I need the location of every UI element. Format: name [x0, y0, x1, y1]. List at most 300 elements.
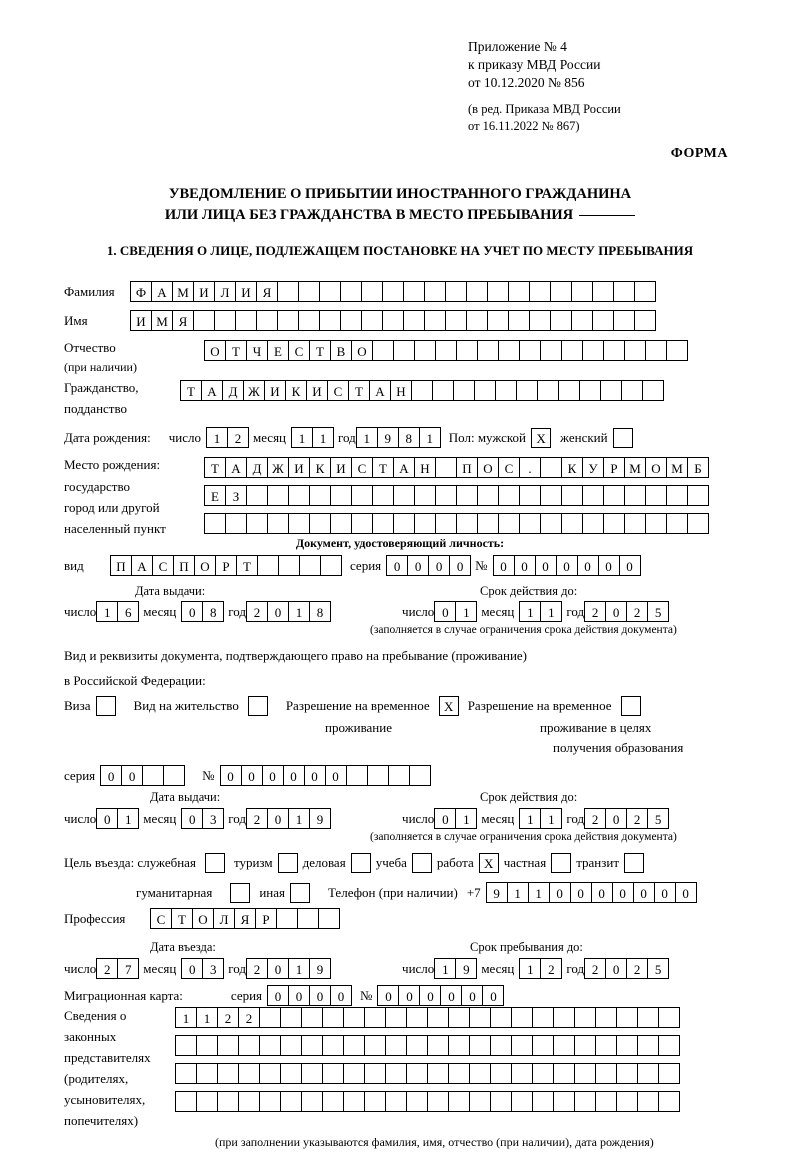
- doc-issue-day-cell[interactable]: 1: [96, 601, 118, 622]
- stay-number-cell[interactable]: 0: [283, 765, 305, 786]
- patronymic-cell[interactable]: [456, 340, 478, 361]
- stay-series-cell[interactable]: [163, 765, 185, 786]
- legal-rep-cell[interactable]: [511, 1035, 533, 1056]
- patronymic-boxes-row[interactable]: [204, 340, 687, 361]
- legal-rep-boxes-2[interactable]: [175, 1035, 679, 1056]
- profession-cell[interactable]: Р: [255, 908, 277, 929]
- doc-kind-cell[interactable]: А: [131, 555, 153, 576]
- doc-kind-cell[interactable]: Т: [236, 555, 258, 576]
- birth-place-city-cell[interactable]: [603, 485, 625, 506]
- patronymic-cell[interactable]: [540, 340, 562, 361]
- name-cell[interactable]: [424, 310, 446, 331]
- doc-number-cell[interactable]: 0: [556, 555, 578, 576]
- stay-valid-year-cell[interactable]: 2: [626, 808, 648, 829]
- stay-until-year-cell[interactable]: 0: [605, 958, 627, 979]
- phone-cell[interactable]: 0: [591, 882, 613, 903]
- sex-female-checkbox[interactable]: [613, 428, 633, 448]
- birth-place-settlement-cell[interactable]: [435, 513, 457, 534]
- doc-issue-month-cell[interactable]: 8: [202, 601, 224, 622]
- doc-valid-year-boxes[interactable]: [584, 601, 668, 622]
- legal-rep-cell[interactable]: [448, 1091, 470, 1112]
- surname-cell[interactable]: [613, 281, 635, 302]
- birth-year-boxes[interactable]: [356, 427, 440, 448]
- surname-cell[interactable]: [529, 281, 551, 302]
- legal-rep-cell[interactable]: [343, 1007, 365, 1028]
- migration-series-cell[interactable]: 0: [288, 985, 310, 1006]
- name-cell[interactable]: [214, 310, 236, 331]
- entry-year-boxes[interactable]: [246, 958, 330, 979]
- stay-number-cell[interactable]: 0: [262, 765, 284, 786]
- citizenship-cell[interactable]: К: [285, 380, 307, 401]
- stay-number-cell[interactable]: [409, 765, 431, 786]
- migration-series-cell[interactable]: 0: [309, 985, 331, 1006]
- birth-place-cell[interactable]: П: [456, 457, 478, 478]
- legal-rep-cell[interactable]: [448, 1035, 470, 1056]
- legal-rep-cell[interactable]: [364, 1035, 386, 1056]
- citizenship-cell[interactable]: [621, 380, 643, 401]
- legal-rep-cell[interactable]: [511, 1063, 533, 1084]
- stay-issue-year-cell[interactable]: 0: [267, 808, 289, 829]
- birth-month-cell[interactable]: 1: [312, 427, 334, 448]
- doc-issue-day-cell[interactable]: 6: [117, 601, 139, 622]
- surname-cell[interactable]: Ф: [130, 281, 152, 302]
- legal-rep-cell[interactable]: [658, 1091, 680, 1112]
- birth-place-settlement-cell[interactable]: [582, 513, 604, 534]
- stay-issue-day-cell[interactable]: 1: [117, 808, 139, 829]
- legal-rep-cell[interactable]: [532, 1035, 554, 1056]
- migration-number-cell[interactable]: 0: [482, 985, 504, 1006]
- birth-place-cell[interactable]: К: [561, 457, 583, 478]
- surname-cell[interactable]: [298, 281, 320, 302]
- name-cell[interactable]: [592, 310, 614, 331]
- name-cell[interactable]: [235, 310, 257, 331]
- birth-place-city-boxes[interactable]: [204, 485, 708, 506]
- birth-place-settlement-boxes[interactable]: [204, 513, 708, 534]
- purpose-transit-checkbox[interactable]: [624, 853, 644, 873]
- birth-place-settlement-cell[interactable]: [561, 513, 583, 534]
- surname-cell[interactable]: А: [151, 281, 173, 302]
- surname-cell[interactable]: [445, 281, 467, 302]
- legal-rep-cell[interactable]: [427, 1007, 449, 1028]
- patronymic-cell[interactable]: С: [288, 340, 310, 361]
- doc-valid-year-cell[interactable]: 2: [626, 601, 648, 622]
- birth-place-settlement-cell[interactable]: [372, 513, 394, 534]
- patronymic-cell[interactable]: В: [330, 340, 352, 361]
- doc-valid-month-cell[interactable]: 1: [519, 601, 541, 622]
- stay-number-cell[interactable]: 0: [220, 765, 242, 786]
- phone-cell[interactable]: 9: [486, 882, 508, 903]
- stay-series-cell[interactable]: 0: [121, 765, 143, 786]
- entry-day-cell[interactable]: 7: [117, 958, 139, 979]
- patronymic-cell[interactable]: [372, 340, 394, 361]
- doc-kind-cell[interactable]: П: [173, 555, 195, 576]
- citizenship-boxes[interactable]: [180, 380, 663, 401]
- legal-rep-cell[interactable]: [427, 1035, 449, 1056]
- legal-rep-cell[interactable]: [553, 1063, 575, 1084]
- name-cell[interactable]: [613, 310, 635, 331]
- doc-kind-cell[interactable]: [299, 555, 321, 576]
- phone-cell[interactable]: 0: [549, 882, 571, 903]
- legal-rep-cell[interactable]: [637, 1091, 659, 1112]
- doc-issue-month-boxes[interactable]: [181, 601, 223, 622]
- birth-place-city-cell[interactable]: Е: [204, 485, 226, 506]
- purpose-official-checkbox[interactable]: [205, 853, 225, 873]
- purpose-other-checkbox[interactable]: [290, 883, 310, 903]
- surname-cell[interactable]: И: [235, 281, 257, 302]
- patronymic-cell[interactable]: [645, 340, 667, 361]
- birth-place-settlement-cell[interactable]: [666, 513, 688, 534]
- legal-rep-row-3[interactable]: [175, 1063, 679, 1084]
- legal-rep-cell[interactable]: [322, 1007, 344, 1028]
- birth-place-settlement-cell[interactable]: [309, 513, 331, 534]
- name-cell[interactable]: [256, 310, 278, 331]
- surname-cell[interactable]: [508, 281, 530, 302]
- birth-place-cell[interactable]: Р: [603, 457, 625, 478]
- birth-place-cell[interactable]: О: [477, 457, 499, 478]
- birth-place-city-boxes-row[interactable]: [204, 485, 708, 506]
- legal-rep-cell[interactable]: [469, 1091, 491, 1112]
- birth-place-state-boxes-row[interactable]: [204, 457, 708, 478]
- doc-kind-cell[interactable]: П: [110, 555, 132, 576]
- birth-place-settlement-cell[interactable]: [393, 513, 415, 534]
- doc-issue-month-cell[interactable]: 0: [181, 601, 203, 622]
- stay-number-cell[interactable]: [367, 765, 389, 786]
- birth-year-cell[interactable]: 8: [398, 427, 420, 448]
- legal-rep-cell[interactable]: [259, 1007, 281, 1028]
- patronymic-cell[interactable]: [561, 340, 583, 361]
- entry-day-cell[interactable]: 2: [96, 958, 118, 979]
- surname-cell[interactable]: [424, 281, 446, 302]
- legal-rep-cell[interactable]: [469, 1063, 491, 1084]
- birth-place-settlement-cell[interactable]: [330, 513, 352, 534]
- stay-valid-day-cell[interactable]: 0: [434, 808, 456, 829]
- surname-cell[interactable]: М: [172, 281, 194, 302]
- citizenship-cell[interactable]: [495, 380, 517, 401]
- legal-rep-cell[interactable]: [406, 1091, 428, 1112]
- doc-number-boxes[interactable]: [493, 555, 640, 576]
- birth-place-state-boxes[interactable]: [204, 457, 708, 478]
- stay-issue-year-cell[interactable]: 9: [309, 808, 331, 829]
- citizenship-cell[interactable]: [558, 380, 580, 401]
- birth-place-settlement-cell[interactable]: [225, 513, 247, 534]
- patronymic-cell[interactable]: [603, 340, 625, 361]
- birth-place-settlement-cell[interactable]: [519, 513, 541, 534]
- legal-rep-cell[interactable]: [385, 1091, 407, 1112]
- legal-rep-cell[interactable]: [574, 1091, 596, 1112]
- patronymic-cell[interactable]: [435, 340, 457, 361]
- entry-year-cell[interactable]: 2: [246, 958, 268, 979]
- stay-until-year-cell[interactable]: 2: [584, 958, 606, 979]
- legal-rep-cell[interactable]: [259, 1035, 281, 1056]
- birth-place-city-cell[interactable]: [246, 485, 268, 506]
- legal-rep-cell[interactable]: [553, 1007, 575, 1028]
- birth-day-boxes[interactable]: [206, 427, 248, 448]
- profession-cell[interactable]: Т: [171, 908, 193, 929]
- birth-place-city-cell[interactable]: [372, 485, 394, 506]
- legal-rep-cell[interactable]: [616, 1007, 638, 1028]
- legal-rep-cell[interactable]: [658, 1035, 680, 1056]
- doc-issue-year-cell[interactable]: 2: [246, 601, 268, 622]
- birth-place-settlement-cell[interactable]: [456, 513, 478, 534]
- doc-valid-month-cell[interactable]: 1: [540, 601, 562, 622]
- legal-rep-cell[interactable]: [175, 1091, 197, 1112]
- legal-rep-cell[interactable]: 2: [238, 1007, 260, 1028]
- birth-year-cell[interactable]: 1: [356, 427, 378, 448]
- patronymic-boxes[interactable]: [204, 340, 687, 361]
- name-cell[interactable]: [277, 310, 299, 331]
- stay-issue-month-boxes[interactable]: [181, 808, 223, 829]
- legal-rep-cell[interactable]: [343, 1063, 365, 1084]
- name-cell[interactable]: [487, 310, 509, 331]
- migration-number-boxes[interactable]: [377, 985, 503, 1006]
- legal-rep-cell[interactable]: [217, 1063, 239, 1084]
- legal-rep-cell[interactable]: [616, 1091, 638, 1112]
- doc-series-cell[interactable]: 0: [428, 555, 450, 576]
- legal-rep-cell[interactable]: [490, 1007, 512, 1028]
- name-cell[interactable]: [340, 310, 362, 331]
- profession-cell[interactable]: [276, 908, 298, 929]
- citizenship-cell[interactable]: [642, 380, 664, 401]
- stay-until-month-cell[interactable]: 1: [519, 958, 541, 979]
- birth-place-cell[interactable]: С: [498, 457, 520, 478]
- patronymic-cell[interactable]: О: [351, 340, 373, 361]
- entry-year-cell[interactable]: 1: [288, 958, 310, 979]
- stay-issue-day-boxes[interactable]: [96, 808, 138, 829]
- stay-valid-year-cell[interactable]: 5: [647, 808, 669, 829]
- stay-until-year-cell[interactable]: 2: [626, 958, 648, 979]
- doc-kind-cell[interactable]: С: [152, 555, 174, 576]
- patronymic-cell[interactable]: [624, 340, 646, 361]
- stay-valid-month-boxes[interactable]: [519, 808, 561, 829]
- surname-cell[interactable]: [634, 281, 656, 302]
- phone-boxes[interactable]: [486, 882, 696, 903]
- legal-rep-cell[interactable]: [637, 1007, 659, 1028]
- birth-place-cell[interactable]: О: [645, 457, 667, 478]
- purpose-study-checkbox[interactable]: [412, 853, 432, 873]
- birth-place-cell[interactable]: Д: [246, 457, 268, 478]
- birth-month-cell[interactable]: 1: [291, 427, 313, 448]
- birth-place-settlement-cell[interactable]: [498, 513, 520, 534]
- legal-rep-cell[interactable]: [343, 1091, 365, 1112]
- birth-place-settlement-cell[interactable]: [624, 513, 646, 534]
- stay-valid-year-boxes[interactable]: [584, 808, 668, 829]
- birth-place-cell[interactable]: М: [624, 457, 646, 478]
- phone-cell[interactable]: 0: [675, 882, 697, 903]
- legal-rep-cell[interactable]: [322, 1063, 344, 1084]
- patronymic-cell[interactable]: О: [204, 340, 226, 361]
- birth-place-settlement-cell[interactable]: [351, 513, 373, 534]
- profession-cell[interactable]: О: [192, 908, 214, 929]
- name-cell[interactable]: [634, 310, 656, 331]
- birth-place-settlement-cell[interactable]: [204, 513, 226, 534]
- legal-rep-cell[interactable]: 1: [196, 1007, 218, 1028]
- legal-rep-cell[interactable]: [406, 1007, 428, 1028]
- entry-year-cell[interactable]: 0: [267, 958, 289, 979]
- patronymic-cell[interactable]: [519, 340, 541, 361]
- legal-rep-cell[interactable]: [553, 1091, 575, 1112]
- legal-rep-cell[interactable]: [658, 1007, 680, 1028]
- legal-rep-cell[interactable]: [553, 1035, 575, 1056]
- surname-cell[interactable]: [487, 281, 509, 302]
- stay-number-cell[interactable]: [388, 765, 410, 786]
- legal-rep-cell[interactable]: [595, 1063, 617, 1084]
- purpose-business-checkbox[interactable]: [351, 853, 371, 873]
- legal-rep-cell[interactable]: [259, 1063, 281, 1084]
- citizenship-cell[interactable]: [579, 380, 601, 401]
- birth-place-city-cell[interactable]: [519, 485, 541, 506]
- migration-number-cell[interactable]: 0: [398, 985, 420, 1006]
- name-cell[interactable]: [529, 310, 551, 331]
- profession-cell[interactable]: Л: [213, 908, 235, 929]
- birth-place-cell[interactable]: Ж: [267, 457, 289, 478]
- doc-issue-year-cell[interactable]: 8: [309, 601, 331, 622]
- migration-series-boxes[interactable]: [267, 985, 351, 1006]
- legal-rep-cell[interactable]: [616, 1035, 638, 1056]
- purpose-private-checkbox[interactable]: [551, 853, 571, 873]
- doc-issue-year-boxes[interactable]: [246, 601, 330, 622]
- patronymic-cell[interactable]: [498, 340, 520, 361]
- name-cell[interactable]: [550, 310, 572, 331]
- name-cell[interactable]: [298, 310, 320, 331]
- birth-place-settlement-cell[interactable]: [603, 513, 625, 534]
- legal-rep-cell[interactable]: [616, 1063, 638, 1084]
- residence-permit-checkbox[interactable]: [248, 696, 268, 716]
- citizenship-cell[interactable]: Т: [348, 380, 370, 401]
- legal-rep-cell[interactable]: [343, 1035, 365, 1056]
- legal-rep-cell[interactable]: [259, 1091, 281, 1112]
- stay-valid-month-cell[interactable]: 1: [540, 808, 562, 829]
- legal-rep-cell[interactable]: [490, 1063, 512, 1084]
- legal-rep-cell[interactable]: [385, 1007, 407, 1028]
- birth-place-cell[interactable]: А: [225, 457, 247, 478]
- doc-kind-cell[interactable]: [320, 555, 342, 576]
- doc-valid-year-cell[interactable]: 5: [647, 601, 669, 622]
- legal-rep-cell[interactable]: [658, 1063, 680, 1084]
- stay-number-cell[interactable]: 0: [241, 765, 263, 786]
- doc-kind-cell[interactable]: [257, 555, 279, 576]
- birth-place-cell[interactable]: [540, 457, 562, 478]
- legal-rep-cell[interactable]: [574, 1035, 596, 1056]
- name-cell[interactable]: [508, 310, 530, 331]
- legal-rep-cell[interactable]: [196, 1035, 218, 1056]
- citizenship-cell[interactable]: [600, 380, 622, 401]
- stay-valid-day-boxes[interactable]: [434, 808, 476, 829]
- birth-place-cell[interactable]: .: [519, 457, 541, 478]
- citizenship-cell[interactable]: [474, 380, 496, 401]
- stay-number-cell[interactable]: [346, 765, 368, 786]
- birth-place-settlement-cell[interactable]: [687, 513, 709, 534]
- surname-cell[interactable]: [361, 281, 383, 302]
- entry-day-boxes[interactable]: [96, 958, 138, 979]
- doc-kind-cell[interactable]: О: [194, 555, 216, 576]
- profession-cell[interactable]: Я: [234, 908, 256, 929]
- stay-until-year-cell[interactable]: 5: [647, 958, 669, 979]
- profession-cell[interactable]: [318, 908, 340, 929]
- birth-place-city-cell[interactable]: [645, 485, 667, 506]
- migration-series-cell[interactable]: 0: [330, 985, 352, 1006]
- citizenship-cell[interactable]: А: [201, 380, 223, 401]
- legal-rep-cell[interactable]: [238, 1035, 260, 1056]
- doc-number-cell[interactable]: 0: [493, 555, 515, 576]
- doc-issue-year-cell[interactable]: 0: [267, 601, 289, 622]
- entry-month-cell[interactable]: 3: [202, 958, 224, 979]
- legal-rep-cell[interactable]: [175, 1063, 197, 1084]
- patronymic-cell[interactable]: [393, 340, 415, 361]
- doc-kind-boxes[interactable]: [110, 555, 341, 576]
- birth-place-city-cell[interactable]: З: [225, 485, 247, 506]
- entry-year-cell[interactable]: 9: [309, 958, 331, 979]
- birth-place-cell[interactable]: Б: [687, 457, 709, 478]
- purpose-work-checkbox[interactable]: X: [479, 853, 499, 873]
- birth-year-cell[interactable]: 1: [419, 427, 441, 448]
- birth-place-cell[interactable]: И: [288, 457, 310, 478]
- stay-valid-year-cell[interactable]: 0: [605, 808, 627, 829]
- birth-place-settlement-cell[interactable]: [246, 513, 268, 534]
- birth-place-cell[interactable]: С: [351, 457, 373, 478]
- legal-rep-cell[interactable]: [175, 1035, 197, 1056]
- birth-place-city-cell[interactable]: [540, 485, 562, 506]
- phone-cell[interactable]: 0: [654, 882, 676, 903]
- phone-cell[interactable]: 0: [612, 882, 634, 903]
- surname-cell[interactable]: Я: [256, 281, 278, 302]
- citizenship-cell[interactable]: [537, 380, 559, 401]
- citizenship-cell[interactable]: Ж: [243, 380, 265, 401]
- legal-rep-boxes-3[interactable]: [175, 1063, 679, 1084]
- stay-issue-year-boxes[interactable]: [246, 808, 330, 829]
- birth-year-cell[interactable]: 9: [377, 427, 399, 448]
- legal-rep-cell[interactable]: [511, 1091, 533, 1112]
- legal-rep-cell[interactable]: [301, 1007, 323, 1028]
- birth-place-city-cell[interactable]: [330, 485, 352, 506]
- birth-place-cell[interactable]: И: [330, 457, 352, 478]
- surname-cell[interactable]: [277, 281, 299, 302]
- stay-issue-month-cell[interactable]: 3: [202, 808, 224, 829]
- patronymic-cell[interactable]: Ч: [246, 340, 268, 361]
- citizenship-cell[interactable]: [432, 380, 454, 401]
- legal-rep-cell[interactable]: [448, 1007, 470, 1028]
- patronymic-cell[interactable]: Т: [309, 340, 331, 361]
- birth-place-city-cell[interactable]: [351, 485, 373, 506]
- stay-issue-year-cell[interactable]: 1: [288, 808, 310, 829]
- name-cell[interactable]: [382, 310, 404, 331]
- name-boxes[interactable]: [130, 310, 655, 331]
- birth-place-settlement-boxes-row[interactable]: [204, 513, 708, 534]
- citizenship-boxes-row[interactable]: [180, 380, 663, 401]
- stay-number-cell[interactable]: 0: [304, 765, 326, 786]
- profession-cell[interactable]: [297, 908, 319, 929]
- birth-place-city-cell[interactable]: [267, 485, 289, 506]
- visa-checkbox[interactable]: [96, 696, 116, 716]
- legal-rep-cell[interactable]: [427, 1091, 449, 1112]
- doc-valid-day-boxes[interactable]: [434, 601, 476, 622]
- legal-rep-cell[interactable]: [595, 1007, 617, 1028]
- legal-rep-cell[interactable]: [217, 1091, 239, 1112]
- legal-rep-cell[interactable]: [280, 1007, 302, 1028]
- legal-rep-cell[interactable]: [280, 1035, 302, 1056]
- citizenship-cell[interactable]: [453, 380, 475, 401]
- citizenship-cell[interactable]: Т: [180, 380, 202, 401]
- legal-rep-cell[interactable]: [301, 1035, 323, 1056]
- birth-place-city-cell[interactable]: [666, 485, 688, 506]
- birth-day-cell[interactable]: 1: [206, 427, 228, 448]
- surname-boxes[interactable]: [130, 281, 655, 302]
- phone-cell[interactable]: 1: [507, 882, 529, 903]
- stay-issue-month-cell[interactable]: 0: [181, 808, 203, 829]
- birth-place-cell[interactable]: М: [666, 457, 688, 478]
- stay-number-cell[interactable]: 0: [325, 765, 347, 786]
- citizenship-cell[interactable]: Д: [222, 380, 244, 401]
- doc-number-cell[interactable]: 0: [577, 555, 599, 576]
